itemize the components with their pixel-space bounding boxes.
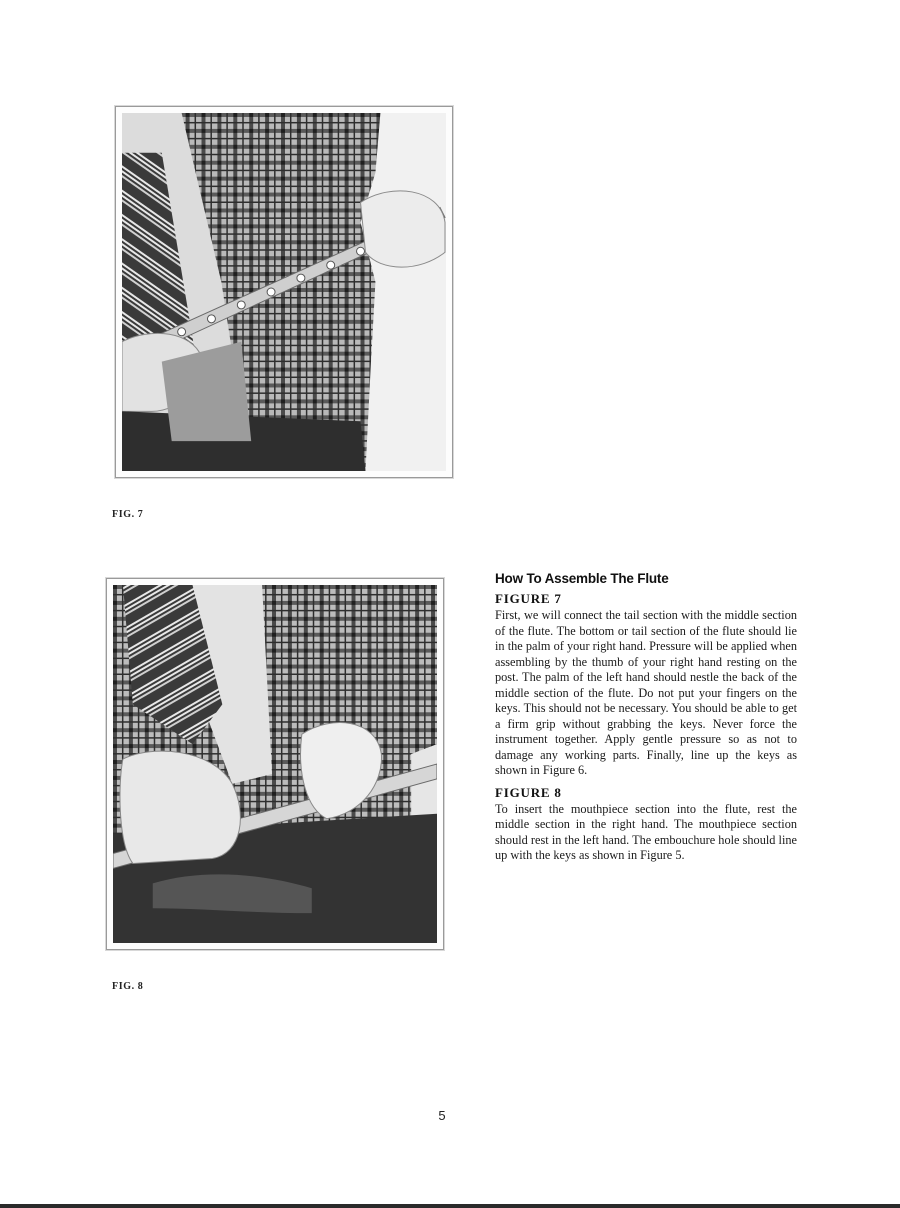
figure-8-photo: [106, 578, 444, 950]
figure-8-heading: FIGURE 8: [495, 784, 562, 800]
figure-7-illustration: [122, 113, 446, 471]
page-number: 5: [438, 1108, 446, 1123]
figure-8-paragraph: To insert the mouthpiece section into the flute, rest the middle section in the right hand. The mouthpiece section should rest in the left hand. The embouchure hole should line up with the keys as shown in Figure 5.: [495, 801, 797, 862]
figure-7-heading: FIGURE 7: [495, 591, 562, 606]
article-title: How To Assemble The Flute: [495, 571, 669, 586]
figure-7-caption: FIG. 7: [112, 509, 144, 520]
figure-8-illustration: [113, 585, 437, 943]
figure-7-paragraph: First, we will connect the tail section with the middle section of the flute. The bottom or tail section of the flute should lie in the palm of your right hand. Pressure will be applied when assembling by the thumb of your right hand resting on the post. The palm of the left hand should nestle the back of the middle section of the flute. Do not put your fingers on the keys. This should not be necessary. You should be able to get a firm grip without grabbing the keys. Never force the instrument together. Apply gentle pressure so as not to damage any working parts. Finally, line up the keys as shown in Figure 6.: [495, 608, 797, 777]
bottom-edge-rule: [0, 1204, 900, 1208]
figure-8-caption: FIG. 8: [112, 981, 144, 992]
article-column: [495, 571, 797, 870]
figure-7-photo: [115, 106, 453, 478]
